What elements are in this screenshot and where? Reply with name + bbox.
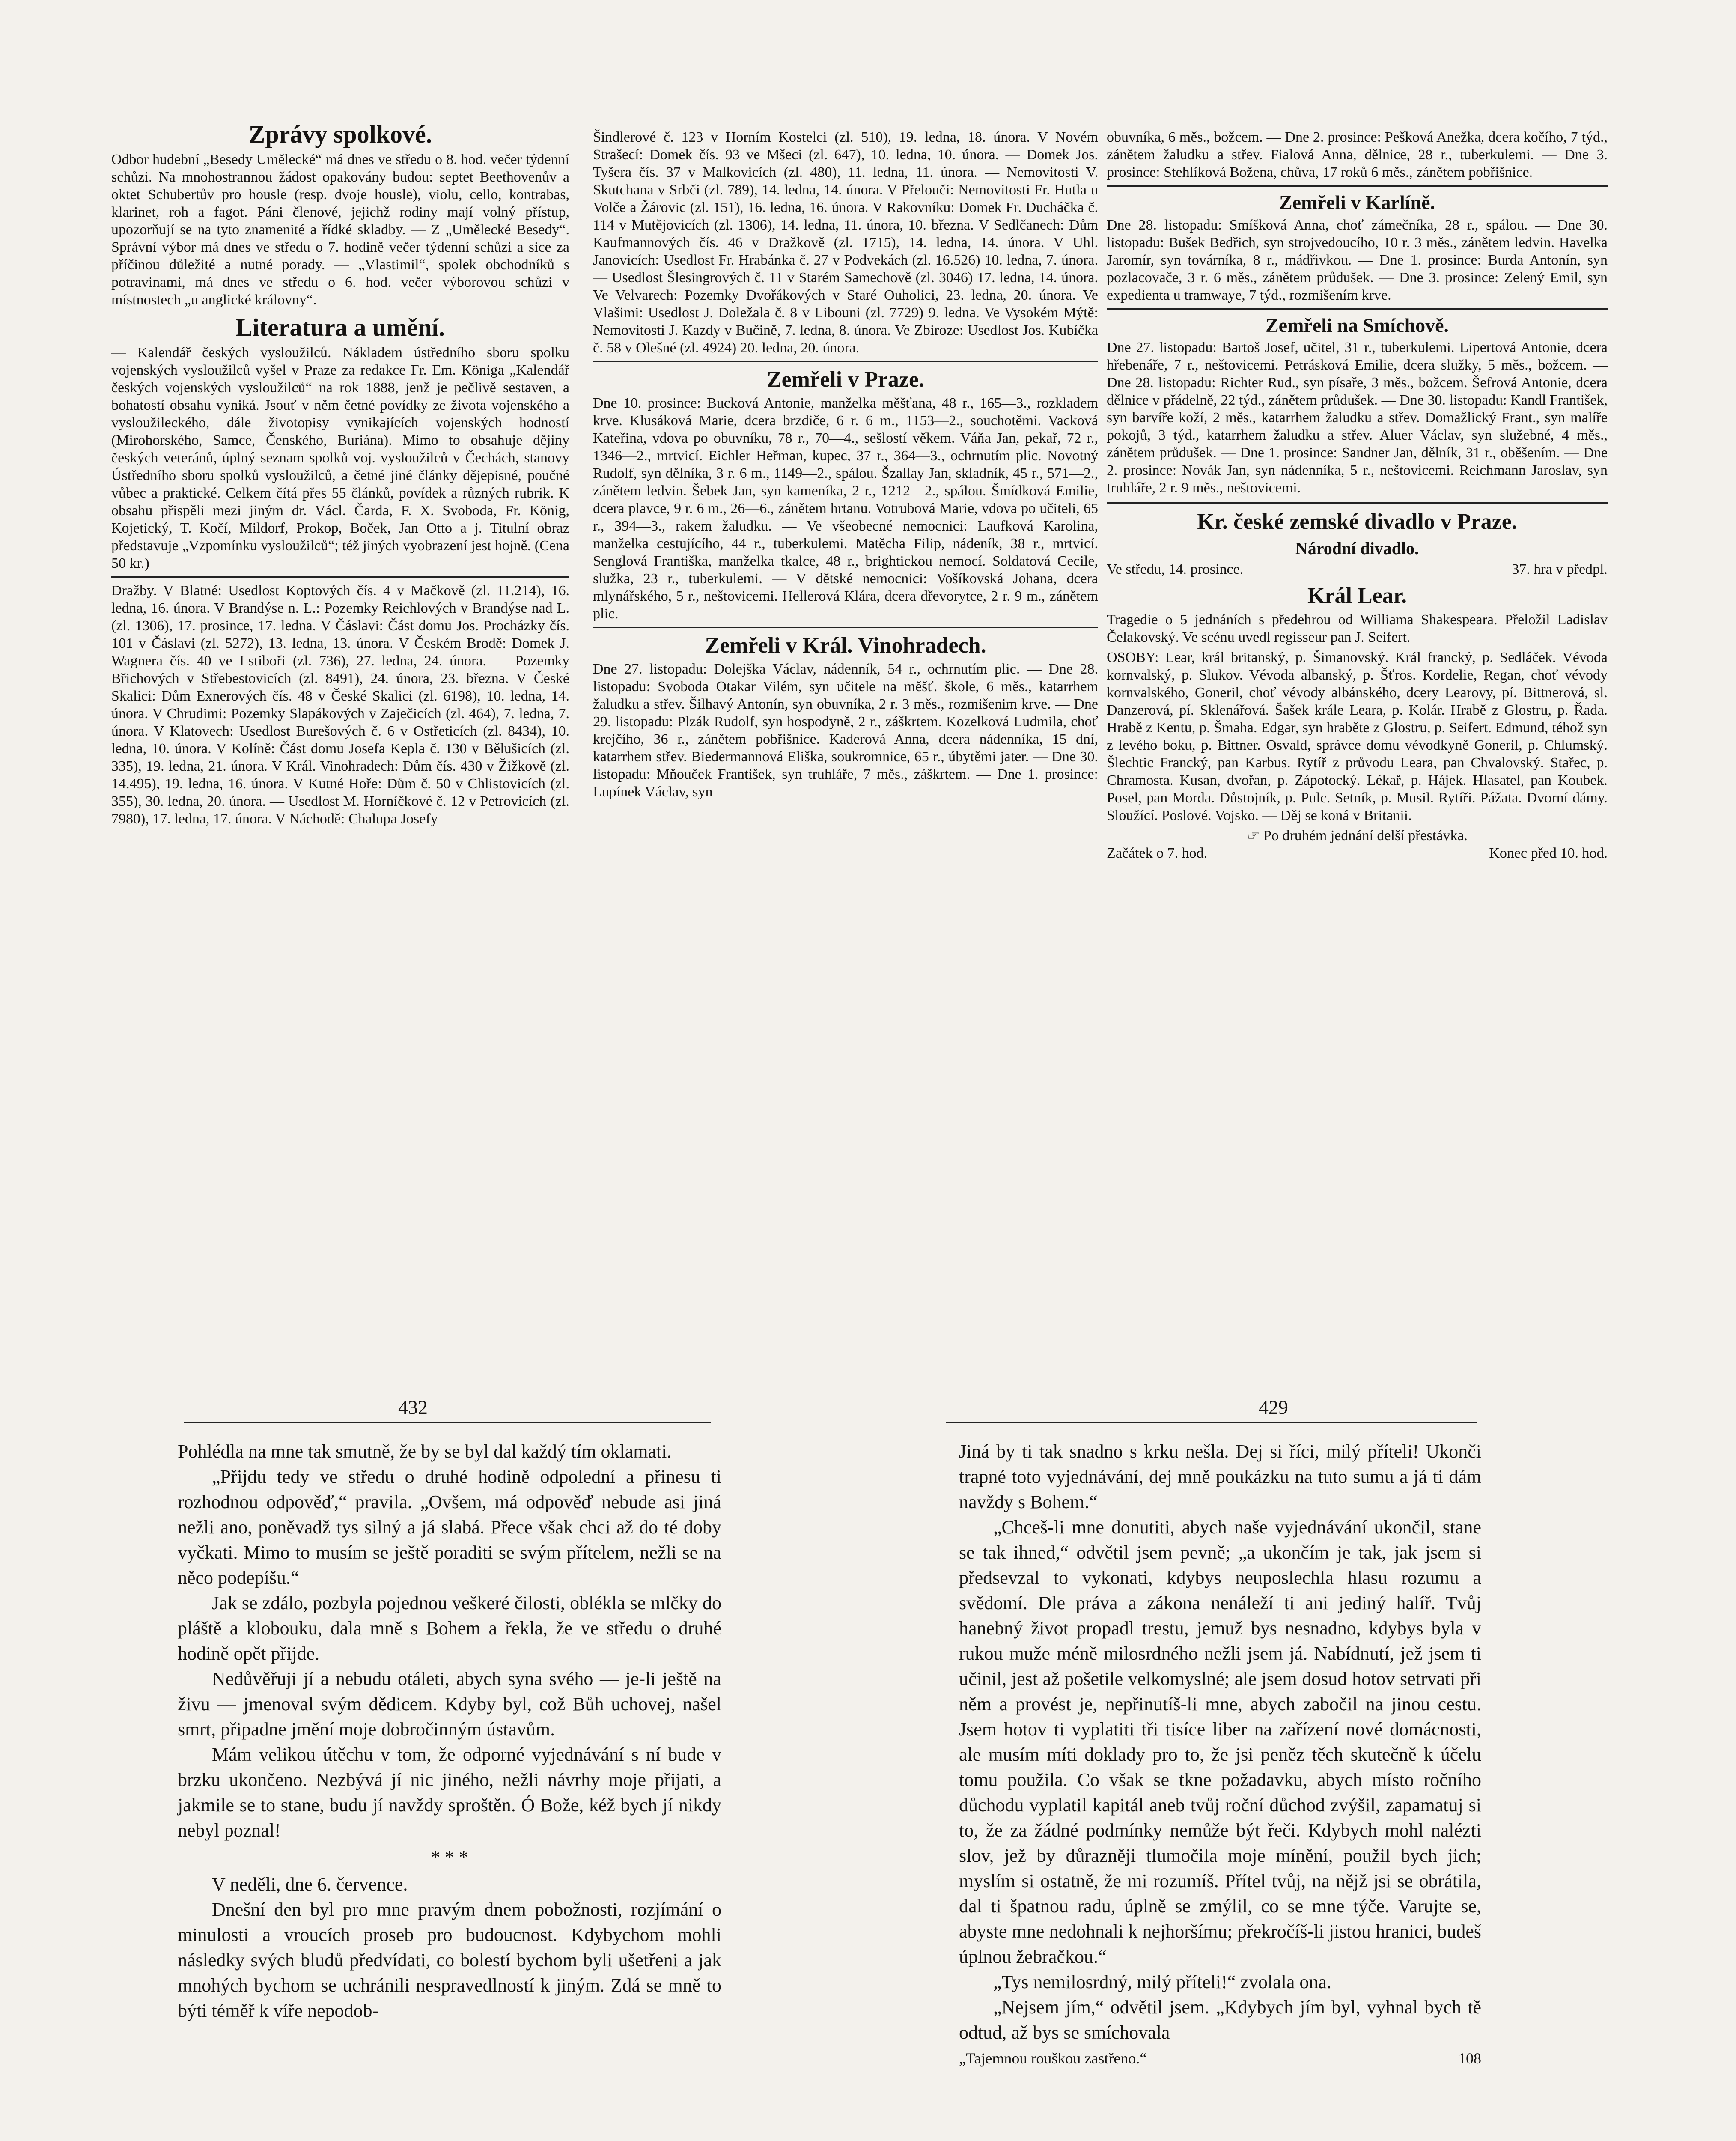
drazby-continued: Šindlerové č. 123 v Horním Kostelci (zl. 510), 19. ledna, 18. února. V Novém Strašecí: Domek čís. 93 ve Mšeci (zl. 647), 10. ledna, 10. února. — Domek Jos. Tyšera čís. 37 v Malkovicích (zl. 480), 11. ledna, 11. února. — Nemovitosti V. Skutchana v Srbči (zl. 789), 14. ledna, 14. února. V Přelouči: Nemovitosti Fr. Hutla u Volče a Žárovic (zl. 151), 16. ledna, 16. února. V Rakovníku: Domek Fr. Ducháčka č. 114 v Mutějovicích (zl. 1306), 14. ledna, 11. února, 10. března. V Sedlčanech: Dům Kaufmannových čís. 46 v Dražkově (zl. 1715), 14. ledna, 14. února. V Uhl. Janovicích: Usedlost Fr. Hrabánka č. 27 v Podvekách (zl. 16.526) 10. ledna, 7. února. — Usedlost Šlesingrových č. 11 v Starém Samechově (zl. 3046) 17. ledna, 14. února. Ve Velvarech: Pozemky Dvořákových v Staré Ouholici, 23. ledna, 20. února. Ve Vlašimi: Usedlost J. Doležala č. 8 v Libouni (zl. 7729) 9. ledna. Ve Vysokém Mýtě: Nemovitosti J. Kazdy v Bučině, 7. ledna, 8. února. Ve Zbiroze: Usedlost Jos. Kubíčka č. 58 v Olešné (zl. 4924) 20. ledna, 20. února. xyxy=(593,129,1098,356)
divider xyxy=(111,576,569,578)
spolkove-text: Odbor hudební „Besedy Umělecké“ má dnes ve středu o 8. hod. večer týdenní schůzi. Na mnohostrannou žádost opakovány budou: septet Beethovenův a oktet Schubertův pro housle (resp. dvoje housle), violu, cello, kontrabas, klarinet, roh a fagot. Páni členové, jejichž rodiny mají volný přístup, upozorňují se na tyto znamenité a řídké skladby. — Z „Umělecké Besedy“. Správní výbor má dnes ve středu o 7. hodině večer týdenní schůzi a sice za příčinou důležité a nutné porady. — „Vlastimil“, spolek obchodníků s potravinami, má dnes ve středu o 6. hod. večer výborovou schůzi v místnostech „u anglické královny“. xyxy=(111,151,569,308)
novel-paragraph: „Chceš-li mne donutiti, abych naše vyjednávání ukončil, stane se tak ihned,“ odvětil jsem pevně; „a ukončím je tak, jak jsem si předsevzal to vykonati, kdybys neuposlechla hlasu rozumu a svědomí. Dle práva a zákona nenáleží ti ani jediný halíř. Tvůj hanebný život propadl trestu, jemuž bys nesnadno, kdybys byla v rukou muže méně milosrdného nežli jsem já. Nabídnutí, jež jsem ti učinil, jest až pošetile velkomyslné; ale jsem dosud hotov setrvati při něm a provést je, nepřinutíš-li mne, abych zabočil na jinou cestu. Jsem hotov ti vyplatiti tři tisíce liber na zařízení nové domácnosti, ale musím míti doklady pro to, že jsi peněz těch skutečně k účelu tomu použila. Co však se tkne požadavku, abych místo ročního důchodu vyplatil kapitál aneb tvůj roční důchod zvýšil, zapamatuj si to, že za žádné podmínky nemůže být řeči. Kdybych mohl nalézti slov, jež by důrazněji tlumočila moje mínění, použil bych jich; myslím si ostatně, že mi rozumíš. Přítel tvůj, na nějž jsi se obrátila, dal ti špatnou radu, úplně se zmýlil, co se mne týče. Varujte se, abyste mne nedohnali k nejhoršímu; překročíš-li jistou hranici, budeš úplnou žebračkou.“ xyxy=(959,1517,1481,1967)
heading-zemreli-praha: Zemřeli v Praze. xyxy=(766,367,925,392)
novel-paragraph: Mám velikou útěchu v tom, že odporné vyjednávání s ní bude v brzku ukončeno. Nezbývá jí nic jiného, nežli návrhy moje přijati, a jakmile se to stane, budu jí navždy sproštěn. Ó Bože, kéž bych jí nikdy nebyl poznal! xyxy=(178,1744,721,1841)
play-times-row xyxy=(1107,844,1608,862)
page-number-right: 429 xyxy=(1259,1396,1288,1418)
heading-divadlo: Kr. české zemské divadlo v Praze. xyxy=(1197,510,1517,534)
play-description: Tragedie o 5 jednáních s předehrou od Williama Shakespeara. Přeložil Ladislav Čelakovský. Ve scénu uvedl regisseur pan J. Seifert. xyxy=(1107,611,1608,645)
novel-paragraph: Dnešní den byl pro mne pravým dnem pobožnosti, rozjímání o minulosti a vroucích proseb pro budoucnost. Kdybychom mohli následky svých bludů předvídati, co bolestí bychom byli ušetřeni a jak mnohých bychom se uchránili nespravedlností k jiným. Zdá se mně to býti téměř k víře nepodob- xyxy=(178,1899,721,2021)
column-right xyxy=(1107,128,1608,862)
novel-footer xyxy=(959,2048,1481,2069)
section-stars: * * * xyxy=(431,1847,468,1868)
novel-page-left xyxy=(178,1439,721,2023)
divider xyxy=(593,627,1098,628)
divider xyxy=(593,361,1098,362)
zemreli-praha-text: Dne 10. prosince: Bucková Antonie, manželka měšťana, 48 r., 165—3., rozkladem krve. Klusáková Marie, dcera brzdiče, 6 r. 6 m., 1153—2., souchotěmi. Vacková Kateřina, vdova po obuvníku, 78 r., 70—4., sešlostí věkem. Váňa Jan, pekař, 72 r., 1346—2., mrtvicí. Eichler Heřman, kupec, 37 r., 364—3., ochrnutím plic. Novotný Rudolf, syn dělníka, 3 r. 6 m., 1149—2., spálou. Šzallay Jan, skladník, 45 r., 571—2., zánětem ledvin. Šebek Jan, syn kameníka, 2 r., 1212—2., spálou. Šmídková Emilie, dcera plavce, 9 r. 6 m., 26—6., zánětem hrtanu. Votrubová Marie, vdova po učiteli, 65 r., 394—3., rakem žaludku. — Ve všeobecné nemocnici: Laufková Karolina, manželka cestujícího, 44 r., tuberkulemi. Matěcha Filip, nádeník, 38 r., mrtvicí. Senglová Františka, manželka tkalce, 48 r., brightickou nemocí. Soldatová Cecile, služka, 23 r., tuberkulemi. — V dětské nemocnici: Vošíkovská Johana, dcera mlynářského, 5 r., neštovicemi. Hellerová Klára, dcera dřevorytce, 2 r. 9 m., zánětem plic. xyxy=(593,395,1098,622)
play-end: Konec před 10. hod. xyxy=(1489,845,1608,861)
novel-paragraph: Jiná by ti tak snadno s krku nešla. Dej si říci, milý příteli! Ukonči trapné toto vyjednávání, dej mně poukázku na tuto sumu a já ti dám navždy s Bohem.“ xyxy=(959,1441,1481,1512)
zemreli-karlin-text: Dne 28. listopadu: Smíšková Anna, choť zámečníka, 28 r., spálou. — Dne 30. listopadu: Bušek Bedřich, syn strojvedoucího, 10 r. 3 měs., zánětem ledvin. Havelka Jaromír, syn továrníka, 8 r., mádřivkou. — Dne 1. prosince: Burda Antonín, syn pozlacovače, 3 r. 6 měs., zánětem průdušek. — Dne 3. prosince: Zelený Emil, syn expedienta u tramwaye, 7 týd., rozmišením krve. xyxy=(1107,217,1608,303)
vinohrady-continued: obuvníka, 6 měs., božcem. — Dne 2. prosince: Pešková Anežka, dcera kočího, 7 týd., zánětem žaludku a střev. Fialová Anna, dělnice, 28 r., tuberkulemi. — Dne 3. prosince: Stehlíková Božena, chůva, 17 roků 6 měs., zánětem pobřišnice. xyxy=(1107,129,1608,180)
heading-zemreli-karlin: Zemřeli v Karlíně. xyxy=(1279,191,1435,213)
play-title: Král Lear. xyxy=(1307,584,1407,608)
heading-literatura: Literatura a umění. xyxy=(235,313,445,341)
drazby-text: Dražby. V Blatné: Usedlost Koptových čís. 4 v Mačkově (zl. 11.214), 16. ledna, 16. února. V Brandýse n. L.: Pozemky Reichlových v Brandýse nad L. (zl. 1306), 17. prosince, 17. ledna. V Čáslavi: Část domu Jos. Procházky čís. 101 v Čáslavi (zl. 5272), 13. ledna, 13. února. V Českém Brodě: Domek J. Wagnera čís. 40 ve Lstiboři (zl. 736), 27. ledna, 24. února. — Pozemky Břichových v Střebestovicích (zl. 8491), 24. února, 23. března. V České Skalici: Dům Exnerových čís. 48 v České Skalici (zl. 6198), 10. ledna, 14. února. V Chrudimi: Pozemky Slapákových v Zaječicích (zl. 464), 7. ledna, 7. února. V Klatovech: Usedlost Burešových č. 6 v Ostřeticích (zl. 8434), 10. ledna, 10. února. V Kolíně: Část domu Josefa Kepla č. 130 v Bělušicích (zl. 335), 19. ledna, 21. února. V Král. Vinohradech: Dům čís. 430 v Žižkově (zl. 14.495), 19. ledna, 16. února. V Kutné Hoře: Dům č. 50 v Chlistovicích (zl. 355), 30. ledna, 20. února. — Usedlost M. Horníčkové č. 12 v Petrovicích (zl. 7980), 17. ledna, 17. února. V Náchodě: Chalupa Josefy xyxy=(111,582,569,827)
column-middle xyxy=(593,128,1098,803)
novel-paragraph: Pohlédla na mne tak smutně, že by se byl dal každý tím oklamati. xyxy=(178,1441,672,1462)
divider-thick xyxy=(1107,502,1608,504)
play-start: Začátek o 7. hod. xyxy=(1107,845,1208,861)
page-rule-right xyxy=(946,1422,1477,1423)
page-number-left: 432 xyxy=(398,1396,428,1418)
footer-title: „Tajemnou rouškou zastřeno.“ xyxy=(959,2050,1147,2067)
divadlo-date-row xyxy=(1107,561,1608,578)
play-cast: OSOBY: Lear, král britanský, p. Šimanovský. Král francký, p. Sedláček. Vévoda kornvalský, p. Slukov. Vévoda albanský, p. Šťros. Kordelie, Regan, choť vévody kornvalského, Goneril, choť vévody albánského, dcery Learovy, pí. Bittnerová, sl. Danzerová, pí. Sklenářová. Šašek krále Leara, p. Kolár. Hrabě z Glostru, p. Řada. Hrabě z Kentu, p. Šmaha. Edgar, syn hraběte z Glostru, p. Seifert. Edmund, téhož syn z levého boku, p. Bittner. Osvald, správce domu vévodkyně Goneril, p. Chlumský. Šlechtic Francký, pan Karbus. Rytíř z průvodu Leara, pan Chvalovský. Stařec, p. Chramosta. Kusan, dvořan, p. Zápotocký. Lékař, p. Hájek. Hlasatel, pan Koubek. Posel, pan Morda. Důstojník, p. Pulc. Setník, p. Musil. Rytíři. Pážata. Dvorní dámy. Sloužící. Poslové. Vojsko. — Děj se koná v Britanii. xyxy=(1107,649,1608,823)
divadlo-subtitle: Národní divadlo. xyxy=(1295,539,1419,558)
literatura-text: — Kalendář českých vysloužilců. Nákladem ústředního sboru spolku vojenských vysloužilců vyšel v Praze za redakce Fr. Em. Königa „Kalendář českých vojenských vysloužilců“ na rok 1888, jenž je pečlivě sestaven, a bohatostí obsahu vyniká. Jsouť v něm četné povídky ze života vojenského a vysloužileckého, dále životopisy vynikajících vojenských hodností (Mirohorského, Samce, Čenského, Buriána). Mimo to obsahuje dějiny českých veteránů, úplný seznam spolků voj. vysloužilců v Čechách, stanovy Ústředního sboru spolků vysloužilců, a četné jiné články dějepisné, poučné vůbec a praktické. Celkem čítá přes 55 článků, povídek a různých rubrik. K obsahu přispěli mezi jiným dr. Václ. Čarda, F. X. Svoboda, Fr. König, Kojetický, T. Kočí, Mildorf, Prokop, Boček, Jan Otto a j. Titulní obraz představuje „Vzpomínku vysloužilců“; též jiných vyobrazení jest hojně. (Cena 50 kr.) xyxy=(111,344,569,571)
zemreli-smichov-text: Dne 27. listopadu: Bartoš Josef, učitel, 31 r., tuberkulemi. Lipertová Antonie, dcera hřebenáře, 7 r., neštovicemi. Petrásková Emilie, dcera služky, 5 měs., božcem. — Dne 28. listopadu: Richter Rud., syn písaře, 3 měs., božcem. Šefrová Antonie, dcera dělnice v přádelně, 22 týd., zánětem průdušek. — Dne 30. listopadu: Kandl František, syn barvíře koží, 2 měs., katarrhem žaludku a střev. Domažlický Frant., syn malíře pokojů, 3 týd., katarrhem žaludku a střev. Aluer Václav, syn služebné, 4 měs., zánětem průdušek. — Dne 1. prosince: Sandner Jan, dělník, 31 r., oběšením. — Dne 2. prosince: Novák Jan, syn nádenníka, 5 r., neštovicemi. Reichmann Jaroslav, syn truhláře, 2 r. 9 měs., neštovicemi. xyxy=(1107,340,1608,496)
column-left xyxy=(111,116,569,830)
heading-zpravy-spolkove: Zprávy spolkové. xyxy=(248,120,432,148)
heading-zemreli-vinohrady: Zemřeli v Král. Vinohradech. xyxy=(705,633,986,658)
novel-paragraph: V neděli, dne 6. července. xyxy=(212,1874,408,1895)
divider xyxy=(1107,185,1608,187)
page-rule-left xyxy=(184,1422,711,1423)
novel-paragraph: „Tys nemilosrdný, milý příteli!“ zvolala ona. xyxy=(993,1971,1331,1992)
novel-page-right xyxy=(959,1439,1481,2069)
novel-paragraph: „Nejsem jím,“ odvětil jsem. „Kdybych jím byl, vyhnal bych tě odtud, až bys se smíchovala xyxy=(959,1997,1481,2043)
divadlo-date: Ve středu, 14. prosince. xyxy=(1107,561,1244,578)
novel-paragraph: Nedůvěřuji jí a nebudu otáleti, abych syna svého — je-li ještě na živu — jmenoval svým dědicem. Kdyby byl, což Bůh uchovej, našel smrt, připadne jmění moje dobročinným ústavům. xyxy=(178,1668,721,1740)
heading-zemreli-smichov: Zemřeli na Smíchově. xyxy=(1266,314,1449,336)
play-note: ☞ Po druhém jednání delší přestávka. xyxy=(1247,827,1468,844)
divadlo-series: 37. hra v předpl. xyxy=(1512,561,1608,578)
divider xyxy=(1107,308,1608,310)
zemreli-vinohrady-text: Dne 27. listopadu: Dolejška Václav, nádenník, 54 r., ochrnutím plic. — Dne 28. listopadu: Svoboda Otakar Vilém, syn učitele na měšť. škole, 6 měs., katarrhem žaludku a střev. Šilhavý Antonín, syn obuvníka, 2 r. 3 měs., rozmišenim krve. — Dne 29. listopadu: Plzák Rudolf, syn hospodyně, 2 r., záškrtem. Kozelková Ludmila, choť krejčího, 36 r., zánětem pobřišnice. Kaderová Anna, dcera nádenníka, 15 dní, katarrhem střev. Biedermannová Eliška, soukromnice, 65 r., úbytěmi jater. — Dne 30. listopadu: Mňouček František, syn truhláře, 7 měs., záškrtem. — Dne 1. prosince: Lupínek Václav, syn xyxy=(593,661,1098,800)
footer-sheet-number: 108 xyxy=(1458,2050,1481,2067)
novel-paragraph: Jak se zdálo, pozbyla pojednou veškeré čilosti, oblékla se mlčky do pláště a klobouku, dala mně s Bohem a řekla, že ve středu o druhé hodině opět přijde. xyxy=(178,1592,721,1664)
novel-paragraph: „Přijdu tedy ve středu o druhé hodině odpolední a přinesu ti rozhodnou odpověď,“ pravila. „Ovšem, má odpověď nebude asi jiná nežli ano, poněvadž tys silný a já slabá. Přece však chci až do té doby vyčkati. Mimo to musím se ještě poraditi se svým přítelem, nežli se na něco podepíšu.“ xyxy=(178,1466,721,1588)
